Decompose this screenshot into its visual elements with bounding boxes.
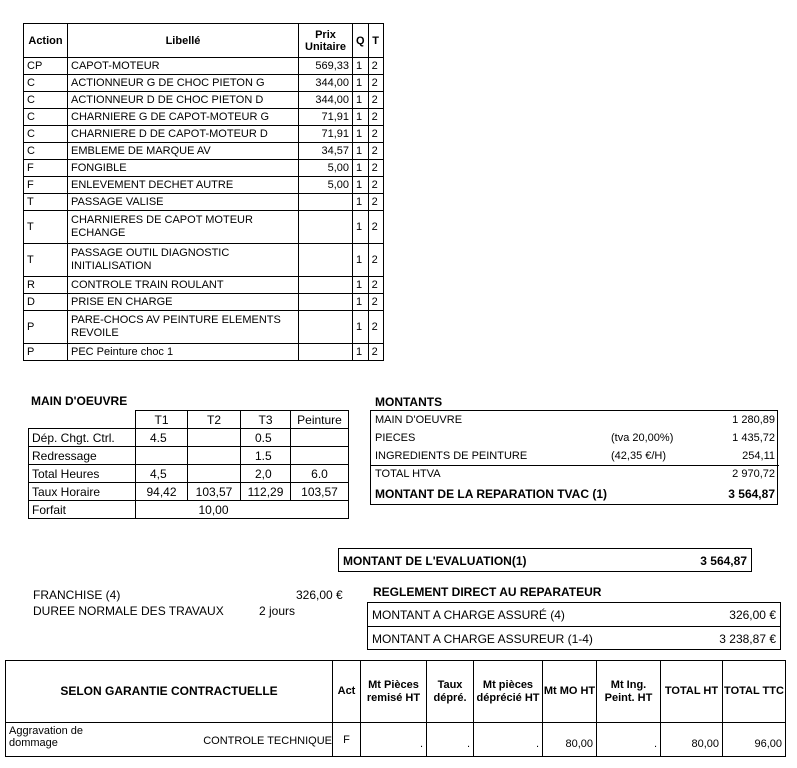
franchise-value: 326,00 € xyxy=(296,588,343,602)
duree-label: DUREE NORMALE DES TRAVAUX xyxy=(33,604,224,618)
garantie-header-total-ht: TOTAL HT xyxy=(661,661,723,723)
garantie-mt-pieces: . xyxy=(361,723,427,757)
montant-note xyxy=(607,411,693,429)
garantie-mt-mo: 80,00 xyxy=(543,723,597,757)
row-t: 2 xyxy=(368,143,383,160)
row-libelle: CHARNIERE D DE CAPOT-MOTEUR D xyxy=(68,126,299,143)
table-row xyxy=(24,92,384,109)
reglement-row xyxy=(368,603,780,627)
duree-value: 2 jours xyxy=(259,604,296,618)
garantie-header-mt-pieces: Mt Pièces remisé HT xyxy=(361,661,427,723)
row-q: 1 xyxy=(353,126,369,143)
row-libelle: ACTIONNEUR D DE CHOC PIETON D xyxy=(68,92,299,109)
row-t: 2 xyxy=(368,177,383,194)
row-q: 1 xyxy=(353,58,369,75)
row-t: 2 xyxy=(368,109,383,126)
row-prix xyxy=(299,294,353,311)
row-prix: 34,57 xyxy=(299,143,353,160)
row-t: 2 xyxy=(368,344,383,361)
row-action: F xyxy=(24,177,68,194)
row-prix: 71,91 xyxy=(299,126,353,143)
reglement-box xyxy=(367,602,781,650)
mo-header-row xyxy=(29,411,349,429)
mo-header-t2: T2 xyxy=(188,411,241,429)
mo-forfait-value: 10,00 xyxy=(136,501,349,519)
montants-title: MONTANTS xyxy=(375,395,443,409)
franchise-label: FRANCHISE (4) xyxy=(33,588,121,602)
row-libelle: ACTIONNEUR G DE CHOC PIETON G xyxy=(68,75,299,92)
montant-value: 1 435,72 xyxy=(732,432,775,444)
header-t: T xyxy=(368,24,383,58)
row-t: 2 xyxy=(368,126,383,143)
row-libelle: PASSAGE OUTIL DIAGNOSTIC INITIALISATION xyxy=(68,244,299,277)
row-q: 1 xyxy=(353,277,369,294)
row-t: 2 xyxy=(368,311,383,344)
mo-peinture: 6.0 xyxy=(291,465,349,483)
row-libelle: PRISE EN CHARGE xyxy=(68,294,299,311)
row-libelle: CONTROLE TRAIN ROULANT xyxy=(68,277,299,294)
table-row xyxy=(24,109,384,126)
main-oeuvre-table xyxy=(28,410,349,519)
row-action: D xyxy=(24,294,68,311)
reglement-assureur-label: MONTANT A CHARGE ASSUREUR (1-4) xyxy=(372,632,593,646)
mo-t3: 2,0 xyxy=(241,465,291,483)
table-row xyxy=(24,194,384,211)
mo-row xyxy=(29,483,349,501)
row-q: 1 xyxy=(353,294,369,311)
table-row xyxy=(24,244,384,277)
mo-row-label: Taux Horaire xyxy=(29,483,136,501)
row-action: P xyxy=(24,344,68,361)
mo-t3: 1.5 xyxy=(241,447,291,465)
reglement-row xyxy=(368,627,780,651)
mo-header-peinture: Peinture xyxy=(291,411,349,429)
mo-t2 xyxy=(188,447,241,465)
header-q: Q xyxy=(353,24,369,58)
row-action: T xyxy=(24,194,68,211)
mo-row-label: Total Heures xyxy=(29,465,136,483)
row-prix: 344,00 xyxy=(299,75,353,92)
row-libelle: ENLEVEMENT DECHET AUTRE xyxy=(68,177,299,194)
row-prix xyxy=(299,244,353,277)
row-action: T xyxy=(24,244,68,277)
row-q: 1 xyxy=(353,92,369,109)
row-libelle: EMBLEME DE MARQUE AV xyxy=(68,143,299,160)
row-t: 2 xyxy=(368,294,383,311)
row-t: 2 xyxy=(368,211,383,244)
table-row xyxy=(24,211,384,244)
row-action: F xyxy=(24,160,68,177)
garantie-header-total-ttc: TOTAL TTC xyxy=(723,661,786,723)
garantie-row-desc xyxy=(6,723,333,757)
mo-forfait-row xyxy=(29,501,349,519)
garantie-total-ttc: 96,00 xyxy=(723,723,786,757)
row-t: 2 xyxy=(368,277,383,294)
row-libelle: PEC Peinture choc 1 xyxy=(68,344,299,361)
row-libelle: CAPOT-MOTEUR xyxy=(68,58,299,75)
mo-t2 xyxy=(188,465,241,483)
row-action: T xyxy=(24,211,68,244)
montant-label: PIECES xyxy=(375,432,416,444)
montant-label: INGREDIENTS DE PEINTURE xyxy=(371,447,607,465)
row-libelle: CHARNIERE G DE CAPOT-MOTEUR G xyxy=(68,109,299,126)
row-prix: 569,33 xyxy=(299,58,353,75)
garantie-act: F xyxy=(333,723,361,757)
garantie-mt-ing: . xyxy=(597,723,661,757)
header-prix: Prix Unitaire xyxy=(299,24,353,58)
garantie-header-taux: Taux dépré. xyxy=(427,661,474,723)
row-q: 1 xyxy=(353,160,369,177)
reglement-assure-value: 326,00 € xyxy=(729,608,776,622)
mo-peinture: 103,57 xyxy=(291,483,349,501)
garantie-header-mt-mo: Mt MO HT xyxy=(543,661,597,723)
montant-label: TOTAL HTVA xyxy=(375,468,441,481)
mo-t3: 112,29 xyxy=(241,483,291,501)
row-prix: 71,91 xyxy=(299,109,353,126)
mo-t1: 94,42 xyxy=(136,483,188,501)
row-q: 1 xyxy=(353,109,369,126)
mo-t1 xyxy=(136,447,188,465)
row-t: 2 xyxy=(368,92,383,109)
row-action: R xyxy=(24,277,68,294)
montant-value: 3 564,87 xyxy=(728,487,775,501)
row-q: 1 xyxy=(353,75,369,92)
mo-row-label: Redressage xyxy=(29,447,136,465)
table-row xyxy=(24,311,384,344)
garantie-total-ht: 80,00 xyxy=(661,723,723,757)
row-q: 1 xyxy=(353,244,369,277)
montant-value: 1 280,89 xyxy=(732,414,775,426)
garantie-header-act: Act xyxy=(333,661,361,723)
row-action: C xyxy=(24,75,68,92)
row-action: C xyxy=(24,92,68,109)
table-row xyxy=(24,126,384,143)
mo-header-t3: T3 xyxy=(241,411,291,429)
montant-value: 254,11 xyxy=(693,447,779,465)
montant-value: 2 970,72 xyxy=(732,468,775,481)
main-oeuvre-title: MAIN D'OEUVRE xyxy=(31,394,128,408)
row-prix xyxy=(299,311,353,344)
table-row xyxy=(24,143,384,160)
montants-row xyxy=(371,447,779,465)
reglement-assure-label: MONTANT A CHARGE ASSURÉ (4) xyxy=(372,608,565,622)
table-row xyxy=(24,75,384,92)
header-libelle: Libellé xyxy=(68,24,299,58)
evaluation-value: 3 564,87 xyxy=(700,554,747,568)
mo-row xyxy=(29,465,349,483)
mo-t2 xyxy=(188,429,241,447)
row-prix xyxy=(299,344,353,361)
garantie-header-row xyxy=(6,661,786,723)
row-prix: 5,00 xyxy=(299,160,353,177)
parts-table xyxy=(23,23,384,361)
row-prix: 5,00 xyxy=(299,177,353,194)
row-q: 1 xyxy=(353,194,369,211)
table-row xyxy=(24,294,384,311)
table-row xyxy=(24,177,384,194)
table-row xyxy=(24,344,384,361)
row-prix xyxy=(299,277,353,294)
row-q: 1 xyxy=(353,211,369,244)
montants-row xyxy=(371,483,779,505)
montants-row xyxy=(371,465,779,483)
evaluation-label: MONTANT DE L'EVALUATION(1) xyxy=(343,554,527,568)
mo-header-t1: T1 xyxy=(136,411,188,429)
table-row xyxy=(24,160,384,177)
montant-note: (tva 20,00%) xyxy=(611,432,674,444)
table-row xyxy=(24,58,384,75)
row-action: C xyxy=(24,109,68,126)
row-libelle: PASSAGE VALISE xyxy=(68,194,299,211)
evaluation-box xyxy=(338,548,752,572)
row-t: 2 xyxy=(368,244,383,277)
table-row xyxy=(6,723,786,757)
parts-header-row xyxy=(24,24,384,58)
montants-row xyxy=(371,429,779,447)
reglement-assureur-value: 3 238,87 € xyxy=(719,632,776,646)
mo-t1: 4.5 xyxy=(136,429,188,447)
mo-t2: 103,57 xyxy=(188,483,241,501)
row-libelle: FONGIBLE xyxy=(68,160,299,177)
mo-t3: 0.5 xyxy=(241,429,291,447)
mo-peinture xyxy=(291,447,349,465)
row-prix: 344,00 xyxy=(299,92,353,109)
mo-peinture xyxy=(291,429,349,447)
mo-forfait-label: Forfait xyxy=(29,501,136,519)
row-prix xyxy=(299,194,353,211)
row-t: 2 xyxy=(368,194,383,211)
mo-row xyxy=(29,447,349,465)
garantie-title: SELON GARANTIE CONTRACTUELLE xyxy=(6,661,333,723)
row-libelle: CHARNIERES DE CAPOT MOTEUR ECHANGE xyxy=(68,211,299,244)
row-q: 1 xyxy=(353,143,369,160)
garantie-header-mt-deprecie: Mt pièces déprécié HT xyxy=(474,661,543,723)
montants-box xyxy=(370,410,778,505)
mo-header-empty xyxy=(29,411,136,429)
header-action: Action xyxy=(24,24,68,58)
row-q: 1 xyxy=(353,177,369,194)
row-action: CP xyxy=(24,58,68,75)
row-t: 2 xyxy=(368,58,383,75)
montants-row xyxy=(371,411,779,429)
garantie-label: CONTROLE TECHNIQUE xyxy=(203,735,332,747)
montant-note xyxy=(607,465,693,483)
montant-label: MAIN D'OEUVRE xyxy=(375,414,463,426)
garantie-taux: . xyxy=(427,723,474,757)
mo-row xyxy=(29,429,349,447)
garantie-category: Aggravation de dommage xyxy=(9,725,83,749)
row-prix xyxy=(299,211,353,244)
montant-note: (42,35 €/H) xyxy=(607,447,693,465)
mo-t1: 4,5 xyxy=(136,465,188,483)
garantie-mt-deprecie: . xyxy=(474,723,543,757)
montant-label: MONTANT DE LA REPARATION TVAC (1) xyxy=(375,487,607,501)
row-action: P xyxy=(24,311,68,344)
garantie-table xyxy=(5,660,786,757)
row-action: C xyxy=(24,126,68,143)
row-q: 1 xyxy=(353,311,369,344)
reglement-title: REGLEMENT DIRECT AU REPARATEUR xyxy=(373,585,602,599)
row-t: 2 xyxy=(368,160,383,177)
row-libelle: PARE-CHOCS AV PEINTURE ELEMENTS REVOILE xyxy=(68,311,299,344)
mo-row-label: Dép. Chgt. Ctrl. xyxy=(29,429,136,447)
garantie-header-mt-ing: Mt Ing. Peint. HT xyxy=(597,661,661,723)
montants-table xyxy=(371,411,779,505)
row-t: 2 xyxy=(368,75,383,92)
row-action: C xyxy=(24,143,68,160)
row-q: 1 xyxy=(353,344,369,361)
table-row xyxy=(24,277,384,294)
